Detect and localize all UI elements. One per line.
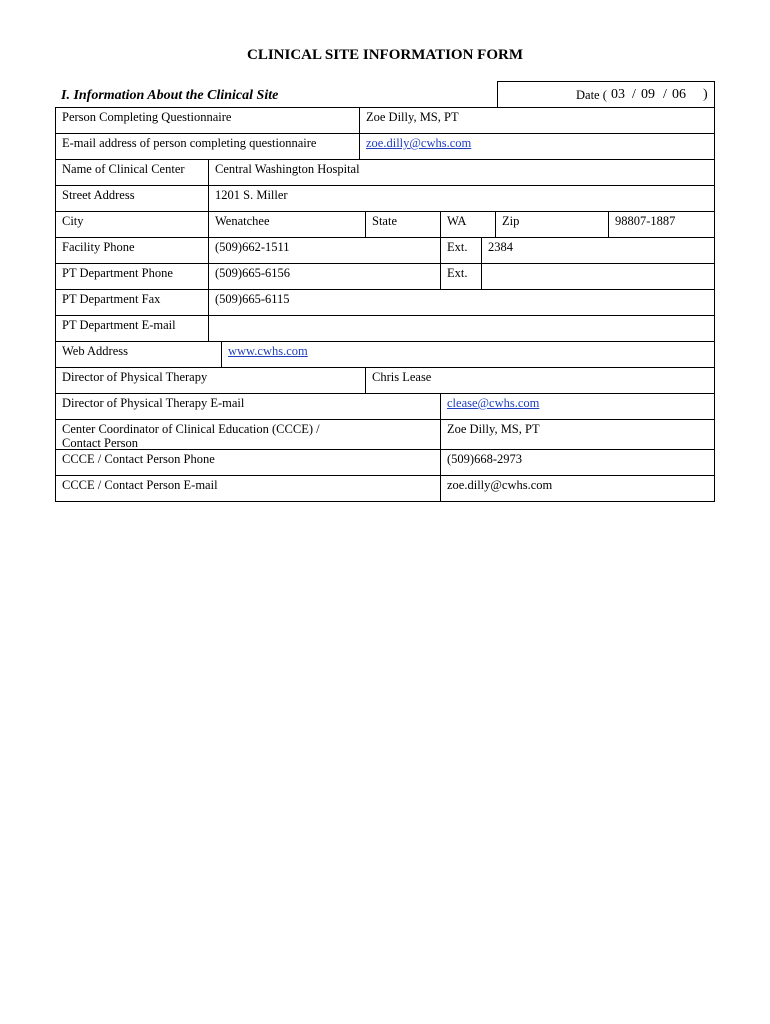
facility-ext-field[interactable]: 2384 <box>488 240 513 254</box>
pt-ext-label: Ext. <box>447 266 468 280</box>
date-label: Date ( <box>576 88 607 102</box>
date-day[interactable]: 09 <box>641 87 655 102</box>
date-year[interactable]: 06 <box>672 87 686 102</box>
date-separator-2: / <box>663 87 667 102</box>
director-field[interactable]: Chris Lease <box>372 370 432 384</box>
state-field[interactable]: WA <box>447 214 467 228</box>
city-label: City <box>62 214 84 228</box>
ccce-field[interactable]: Zoe Dilly, MS, PT <box>447 422 540 436</box>
ccce-phone-label: CCCE / Contact Person Phone <box>62 452 215 466</box>
date-separator-1: / <box>632 87 636 102</box>
clinical-center-label: Name of Clinical Center <box>62 162 185 176</box>
date-close: ) <box>703 87 708 102</box>
form-title: CLINICAL SITE INFORMATION FORM <box>247 47 523 63</box>
person-completing-field[interactable]: Zoe Dilly, MS, PT <box>366 110 459 124</box>
director-email-link[interactable]: clease@cwhs.com <box>447 396 540 410</box>
email-completing-label: E-mail address of person completing questionnaire <box>62 136 317 150</box>
pt-email-label: PT Department E-mail <box>62 318 176 332</box>
pt-ext-field[interactable] <box>482 264 714 289</box>
ccce-email-label: CCCE / Contact Person E-mail <box>62 478 218 492</box>
ccce-phone-field[interactable]: (509)668-2973 <box>447 452 522 466</box>
pt-fax-label: PT Department Fax <box>62 292 161 306</box>
section-title: I. Information About the Clinical Site <box>61 88 279 103</box>
pt-phone-label: PT Department Phone <box>62 266 173 280</box>
web-address-label: Web Address <box>62 344 128 358</box>
facility-ext-label: Ext. <box>447 240 468 254</box>
email-completing-link[interactable]: zoe.dilly@cwhs.com <box>366 136 472 150</box>
city-field[interactable]: Wenatchee <box>215 214 270 228</box>
street-address-field[interactable]: 1201 S. Miller <box>215 188 288 202</box>
person-completing-label: Person Completing Questionnaire <box>62 110 232 124</box>
state-label: State <box>372 214 397 228</box>
director-email-label: Director of Physical Therapy E-mail <box>62 396 245 410</box>
pt-phone-field[interactable]: (509)665-6156 <box>215 266 290 280</box>
pt-email-field[interactable] <box>209 316 714 341</box>
facility-phone-field[interactable]: (509)662-1511 <box>215 240 290 254</box>
web-address-link[interactable]: www.cwhs.com <box>228 344 308 358</box>
ccce-email-field[interactable]: zoe.dilly@cwhs.com <box>447 478 553 492</box>
clinical-center-field[interactable]: Central Washington Hospital <box>215 162 360 176</box>
zip-field[interactable]: 98807-1887 <box>615 214 676 228</box>
facility-phone-label: Facility Phone <box>62 240 135 254</box>
street-address-label: Street Address <box>62 188 135 202</box>
date-month[interactable]: 03 <box>611 87 625 102</box>
director-label: Director of Physical Therapy <box>62 370 208 384</box>
pt-fax-field[interactable]: (509)665-6115 <box>215 292 290 306</box>
ccce-label: Center Coordinator of Clinical Education (CCCE) / Contact Person <box>62 422 320 449</box>
zip-label: Zip <box>502 214 520 228</box>
